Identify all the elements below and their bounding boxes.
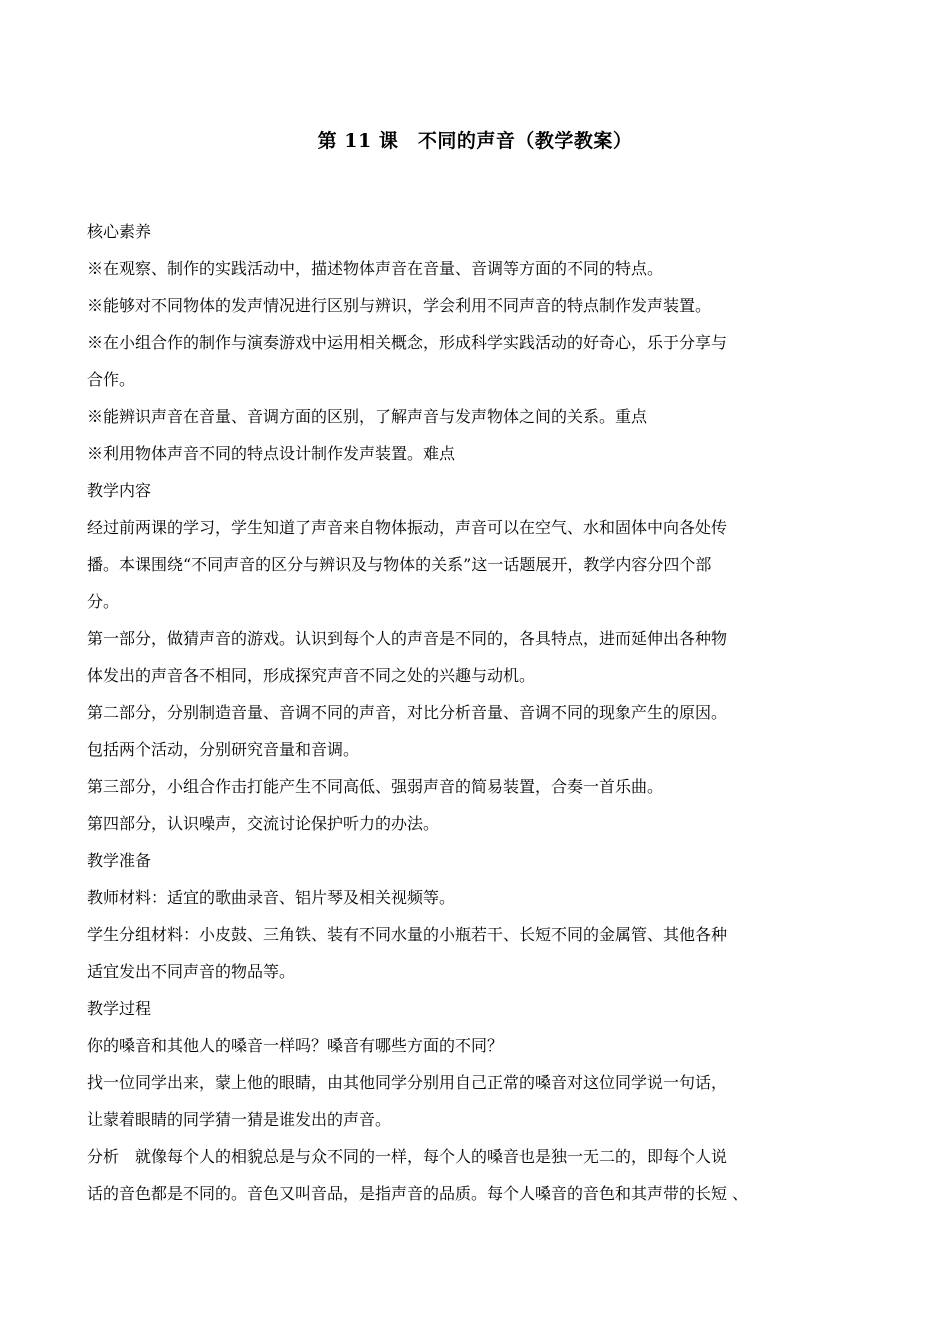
paragraph-line: 教师材料：适宜的歌曲录音、铝片琴及相关视频等。 (87, 888, 456, 907)
paragraph-line: 找一位同学出来，蒙上他的眼睛，由其他同学分别用自己正常的嗓音对这位同学说一句话， (87, 1073, 728, 1092)
section-heading-teaching-process: 教学过程 (87, 999, 152, 1018)
paragraph-line: 你的嗓音和其他人的嗓音一样吗？嗓音有哪些方面的不同？ (87, 1036, 504, 1055)
paragraph-line: 第一部分，做猜声音的游戏。认识到每个人的声音是不同的，各具特点，进而延伸出各种物 (87, 629, 728, 648)
paragraph-line: 播。本课围绕“不同声音的区分与辨识及与物体的关系”这一话题展开，教学内容分四个部 (87, 555, 712, 574)
paragraph-line: 学生分组材料：小皮鼓、三角铁、装有不同水量的小瓶若干、长短不同的金属管、其他各种 (87, 925, 728, 944)
document-title: 第 11 课 不同的声音（教学教案） (317, 130, 633, 152)
section-heading-core-literacy: 核心素养 (87, 222, 152, 241)
paragraph-line: 话的音色都是不同的。音色又叫音品，是指声音的品质。每个人嗓音的音色和其声带的长短 、 (87, 1184, 749, 1203)
paragraph-line: 分析 就像每个人的相貌总是与众不同的一样，每个人的嗓音也是独一无二的，即每个人说 (87, 1147, 728, 1166)
section-heading-teaching-content: 教学内容 (87, 481, 152, 500)
paragraph-line: 第三部分，小组合作击打能产生不同高低、强弱声音的简易装置，合奏一首乐曲。 (87, 777, 664, 796)
paragraph-line: ※能辨识声音在音量、音调方面的区别，了解声音与发声物体之间的关系。重点 (87, 407, 648, 426)
paragraph-line: 分。 (87, 592, 120, 611)
paragraph-line: 让蒙着眼睛的同学猜一猜是谁发出的声音。 (87, 1110, 392, 1129)
paragraph-line: 合作。 (87, 370, 136, 389)
paragraph-line: ※在观察、制作的实践活动中，描述物体声音在音量、音调等方面的不同的特点。 (87, 259, 664, 278)
paragraph-line: 第四部分，认识噪声，交流讨论保护听力的办法。 (87, 814, 440, 833)
paragraph-line: 适宜发出不同声音的物品等。 (87, 962, 296, 981)
paragraph-line: 经过前两课的学习，学生知道了声音来自物体振动，声音可以在空气、水和固体中向各处传 (87, 518, 728, 537)
paragraph-line: ※在小组合作的制作与演奏游戏中运用相关概念，形成科学实践活动的好奇心，乐于分享与 (87, 333, 728, 352)
paragraph-line: ※能够对不同物体的发声情况进行区别与辨识，学会利用不同声音的特点制作发声装置。 (87, 296, 712, 315)
document-body (87, 213, 887, 1212)
paragraph-line: 体发出的声音各不相同，形成探究声音不同之处的兴趣与动机。 (87, 666, 536, 685)
paragraph-line: 包括两个活动，分别研究音量和音调。 (87, 740, 360, 759)
paragraph-line: 第二部分，分别制造音量、音调不同的声音，对比分析音量、音调不同的现象产生的原因。 (87, 703, 728, 722)
section-heading-teaching-preparation: 教学准备 (87, 851, 152, 870)
paragraph-line: ※利用物体声音不同的特点设计制作发声装置。难点 (87, 444, 456, 463)
